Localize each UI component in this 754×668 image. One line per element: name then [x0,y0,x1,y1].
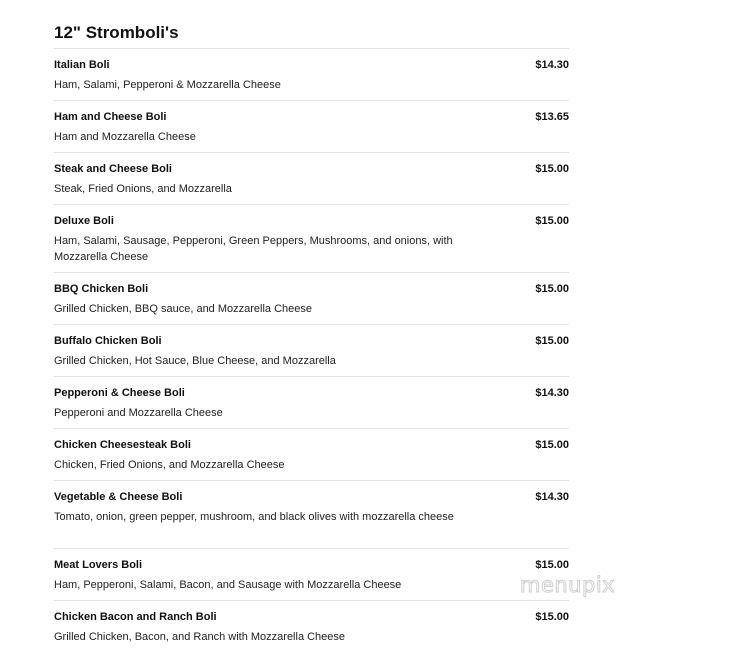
menu-item [54,600,569,652]
item-name: Italian Boli [54,59,110,71]
item-price: $14.30 [535,387,569,399]
menu-item-list [54,48,569,652]
item-name: Ham and Cheese Boli [54,111,167,123]
menu-item [54,480,569,548]
menu-item [54,272,569,324]
menu-item [54,324,569,376]
menu-item [54,428,569,480]
item-price: $14.30 [535,491,569,503]
item-price: $15.00 [535,283,569,295]
menu-item [54,152,569,204]
item-name: Steak and Cheese Boli [54,163,172,175]
item-description: Steak, Fried Onions, and Mozzarella [54,183,232,195]
item-description: Grilled Chicken, Hot Sauce, Blue Cheese, and Mozzarella [54,355,336,367]
item-price: $14.30 [535,59,569,71]
item-name: Vegetable & Cheese Boli [54,491,183,503]
item-name: Buffalo Chicken Boli [54,335,162,347]
item-description: Ham and Mozzarella Cheese [54,131,196,143]
menupix-watermark: menupix [520,573,616,597]
item-name: Chicken Bacon and Ranch Boli [54,611,217,623]
item-price: $13.65 [535,111,569,123]
item-price: $15.00 [535,215,569,227]
menu-item [54,48,569,100]
item-description: Ham, Salami, Pepperoni & Mozzarella Cheese [54,79,281,91]
item-price: $15.00 [535,335,569,347]
item-name: BBQ Chicken Boli [54,283,149,295]
item-name: Meat Lovers Boli [54,559,143,571]
section-title: 12" Stromboli's [54,23,179,42]
menu-item [54,204,569,272]
item-name: Pepperoni & Cheese Boli [54,387,185,399]
menu-section [54,22,569,652]
item-price: $15.00 [535,611,569,623]
item-name: Deluxe Boli [54,215,114,227]
menu-item [54,100,569,152]
item-description: Grilled Chicken, Bacon, and Ranch with Mozzarella Cheese [54,631,346,643]
item-price: $15.00 [535,163,569,175]
menu-item [54,376,569,428]
menu-item [54,548,569,600]
item-price: $15.00 [535,559,569,571]
item-price: $15.00 [535,439,569,451]
item-name: Chicken Cheesesteak Boli [54,439,191,451]
item-description: Grilled Chicken, BBQ sauce, and Mozzarella Cheese [54,303,313,315]
item-description: Pepperoni and Mozzarella Cheese [54,407,223,419]
item-description: Ham, Pepperoni, Salami, Bacon, and Sausage with Mozzarella Cheese [54,579,402,591]
item-description: Ham, Salami, Sausage, Pepperoni, Green Peppers, Mushrooms, and onions, with Mozzarella Cheese [54,235,453,263]
item-description: Chicken, Fried Onions, and Mozzarella Cheese [54,459,285,471]
item-description: Tomato, onion, green pepper, mushroom, and black olives with mozzarella cheese [54,511,454,523]
